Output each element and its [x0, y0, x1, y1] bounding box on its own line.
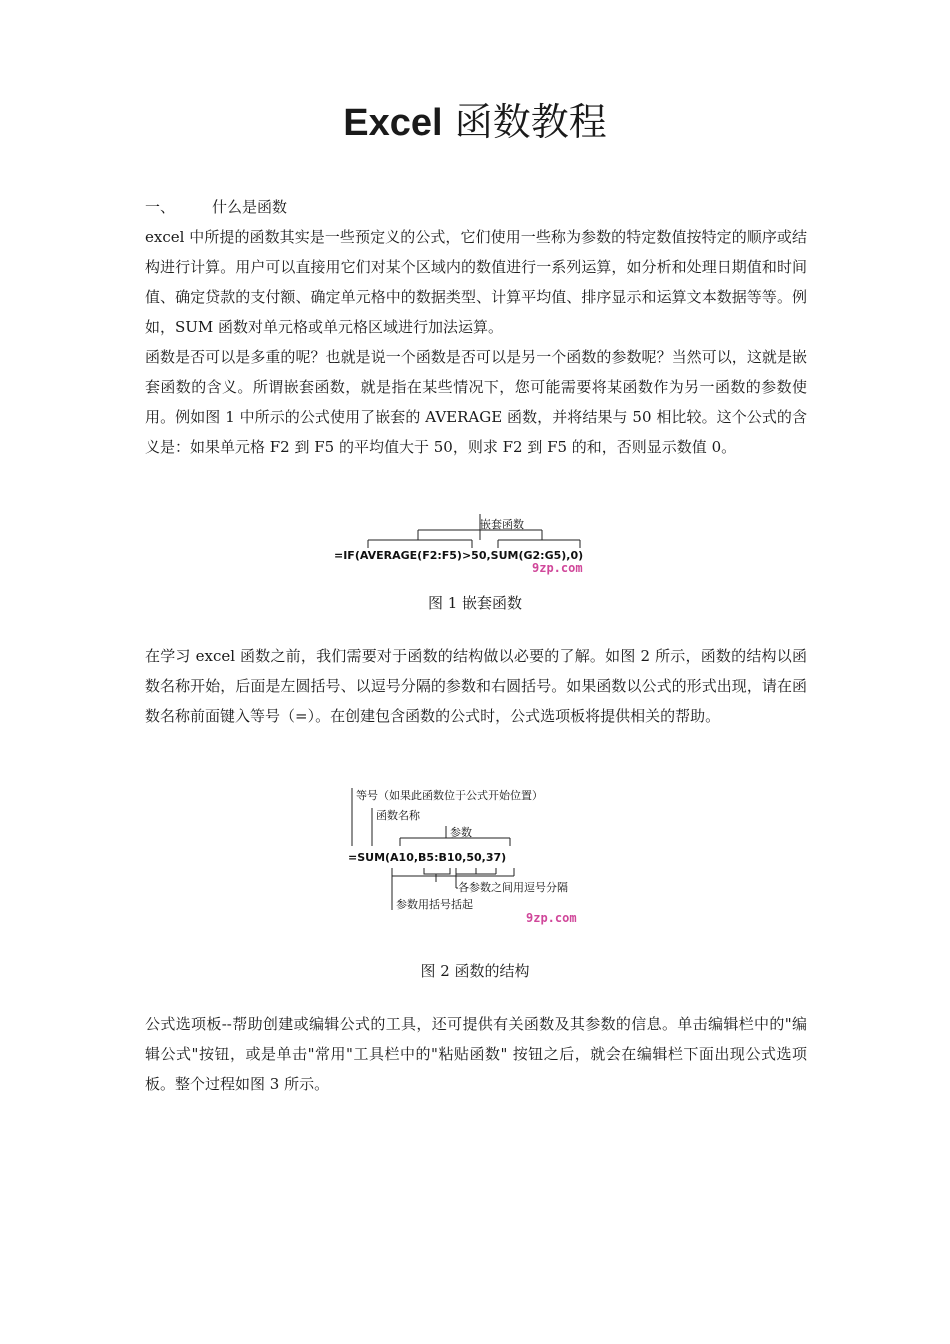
fig1-watermark: 9zp.com [532, 561, 583, 575]
section-heading [145, 196, 287, 218]
figure-function-structure [340, 784, 600, 930]
section-title: 什么是函数 [212, 198, 288, 216]
fig2-label-comma: 各参数之间用逗号分隔 [458, 881, 568, 894]
figure1-caption: 图 1 嵌套函数 [427, 594, 523, 612]
fig2-watermark: 9zp.com [526, 911, 577, 925]
fig2-label-paren: 参数用括号括起 [396, 898, 473, 911]
fig1-label: 嵌套函数 [480, 518, 524, 531]
fig2-formula: =SUM(A10,B5:B10,50,37) [348, 851, 507, 864]
figure-nested-function [330, 512, 610, 576]
figure2-caption: 图 2 函数的结构 [420, 962, 530, 980]
fig2-label-name: 函数名称 [376, 809, 420, 822]
paragraph-function-definition: excel 中所提的函数其实是一些预定义的公式，它们使用一些称为参数的特定数值按特定的顺序或结构进行计算。用户可以直接用它们对某个区域内的数值进行一系列运算，如分析和处理日期值和时间值、确定贷款的支付额、确定单元格中的数据类型、计算平均值、排序显示和运算文本数据等等。例如，SUM 函数对单元格或单元格区域进行加法运算。 [145, 228, 807, 336]
title-latin: Excel [343, 102, 443, 144]
fig1-bracket-sum [498, 540, 580, 548]
paragraph-function-structure: 在学习 excel 函数之前，我们需要对于函数的结构做以必要的了解。如图 2 所示，函数的结构以函数名称开始，后面是左圆括号、以逗号分隔的参数和右圆括号。如果函数以公式的形式出现，请在函数名称前面键入等号（=）。在创建包含函数的公式时，公式选项板将提供相关的帮助。 [145, 647, 807, 725]
fig2-label-equals: 等号（如果此函数位于公式开始位置） [356, 789, 543, 802]
fig1-bracket-average [368, 540, 472, 548]
fig2-label-param: 参数 [450, 826, 472, 839]
fig1-formula: =IF(AVERAGE(F2:F5)>50,SUM(G2:G5),0) [334, 549, 584, 562]
paragraph-nested-functions: 函数是否可以是多重的呢？也就是说一个函数是否可以是另一个函数的参数呢？当然可以，这就是嵌套函数的含义。所谓嵌套函数，就是指在某些情况下，您可能需要将某函数作为另一函数的参数使用。例如图 1 中所示的公式使用了嵌套的 AVERAGE 函数，并将结果与 50 相比较。这个公式的含义是：如果单元格 F2 到 F5 的平均值大于 50，则求 F2 到 F5 的和，否则显示数值 0。 [145, 348, 807, 456]
title-cjk: 函数教程 [454, 100, 607, 144]
document-title [0, 96, 950, 149]
section-number: 一、 [145, 198, 176, 216]
paragraph-formula-palette: 公式选项板--帮助创建或编辑公式的工具，还可提供有关函数及其参数的信息。单击编辑栏中的"编辑公式"按钮，或是单击"常用"工具栏中的"粘贴函数" 按钮之后，就会在编辑栏下面出现公式选项板。整个过程如图 3 所示。 [145, 1015, 807, 1093]
